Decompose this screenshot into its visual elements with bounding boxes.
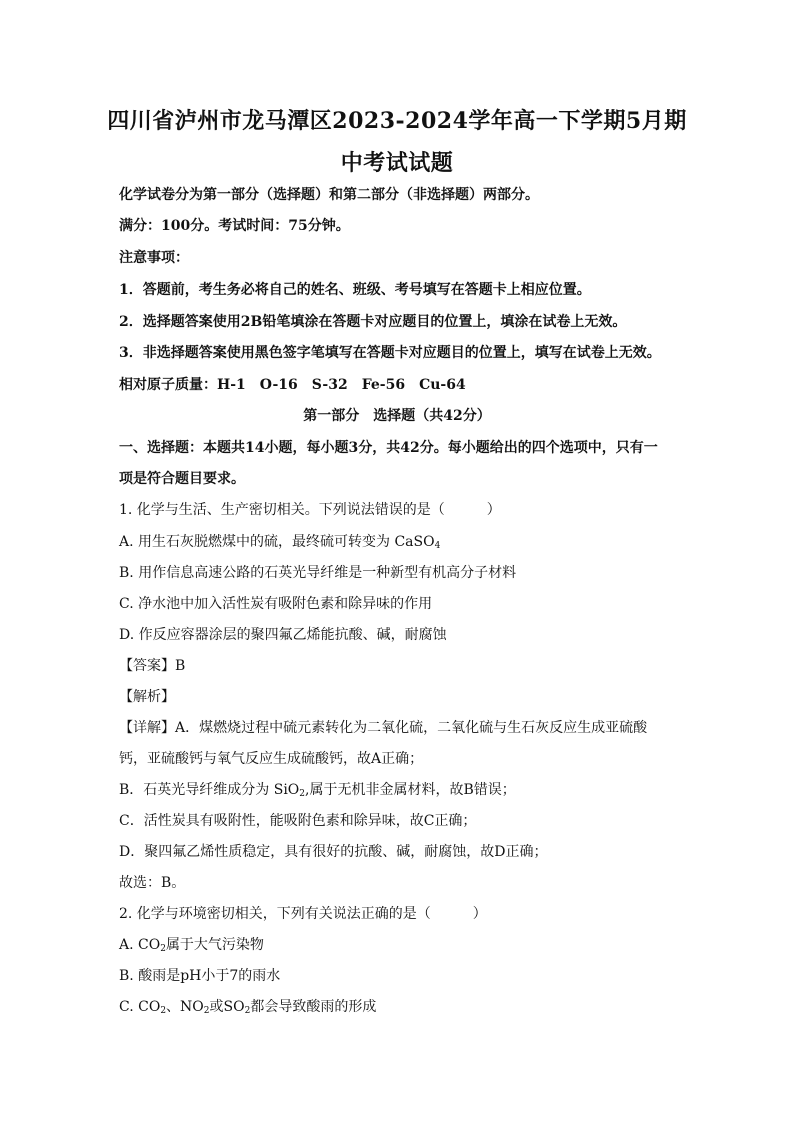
part1-heading: 第一部分 选择题（共42分） bbox=[303, 408, 491, 424]
q1-answer: 【答案】B bbox=[119, 658, 186, 674]
q1-detail-3 bbox=[119, 779, 516, 799]
exam-title-line1: 四川省泸州市龙马潭区2023-2024学年高一下学期5月期 bbox=[107, 108, 687, 134]
q1-option-c: C. 净水池中加入活性炭有吸附色素和除异味的作用 bbox=[119, 596, 433, 612]
q1-detail-5: D．聚四氟乙烯性质稳定，具有很好的抗酸、碱，耐腐蚀，故D正确； bbox=[119, 844, 548, 860]
section1-line2: 项是符合题目要求。 bbox=[119, 471, 245, 487]
q2-option-c-part3: 或SO bbox=[209, 999, 245, 1015]
q2-stem: 2. 化学与环境密切相关，下列有关说法正确的是（ ） bbox=[119, 906, 487, 922]
q1-conclusion: 故选：B。 bbox=[119, 875, 186, 891]
intro-score-time: 满分：100分。考试时间：75分钟。 bbox=[119, 218, 350, 234]
q1-analysis: 【解析】 bbox=[119, 689, 175, 705]
q2-option-c-sub1: 2 bbox=[160, 1006, 167, 1016]
q2-option-c bbox=[119, 996, 376, 1016]
q2-option-a bbox=[119, 934, 264, 954]
q1-option-a bbox=[119, 531, 440, 551]
q1-detail-2: 钙，亚硫酸钙与氧气反应生成硫酸钙，故A正确； bbox=[119, 751, 424, 767]
q2-option-a-rest: 属于大气污染物 bbox=[165, 937, 264, 953]
q2-option-c-part4: 都会导致酸雨的形成 bbox=[250, 999, 377, 1015]
q2-option-c-sub3: 2 bbox=[244, 1006, 251, 1016]
note-2: 2．选择题答案使用2B铅笔填涂在答题卡对应题目的位置上，填涂在试卷上无效。 bbox=[119, 314, 627, 330]
q1-detail-3-rest: ,属于无机非金属材料，故B错误； bbox=[305, 782, 516, 798]
note-3: 3．非选择题答案使用黑色签字笔填写在答题卡对应题目的位置上，填写在试卷上无效。 bbox=[119, 345, 661, 361]
q1-detail-3-text: B．石英光导纤维成分为 SiO bbox=[119, 782, 300, 798]
q2-option-c-part2: 、NO bbox=[166, 999, 204, 1015]
intro-composition: 化学试卷分为第一部分（选择题）和第二部分（非选择题）两部分。 bbox=[119, 187, 539, 203]
atomic-mass: 相对原子质量：H-1 O-16 S-32 Fe-56 Cu-64 bbox=[119, 377, 466, 393]
q2-option-c-sub2: 2 bbox=[203, 1006, 210, 1016]
notes-heading: 注意事项： bbox=[119, 250, 189, 266]
q1-stem: 1. 化学与生活、生产密切相关。下列说法错误的是（ ） bbox=[119, 502, 501, 518]
q1-detail-3-subscript: 2 bbox=[299, 789, 306, 799]
q1-option-a-subscript: 4 bbox=[434, 541, 441, 551]
note-1: 1．答题前，考生务必将自己的姓名、班级、考号填写在答题卡上相应位置。 bbox=[119, 282, 591, 298]
q1-option-b: B. 用作信息高速公路的石英光导纤维是一种新型有机高分子材料 bbox=[119, 565, 517, 581]
q2-option-c-part1: C. CO bbox=[119, 999, 161, 1015]
q2-option-b: B. 酸雨是pH小于7的雨水 bbox=[119, 968, 281, 984]
q1-option-d: D. 作反应容器涂层的聚四氟乙烯能抗酸、碱，耐腐蚀 bbox=[119, 627, 447, 643]
q1-option-a-text: A. 用生石灰脱燃煤中的硫，最终硫可转变为 CaSO bbox=[119, 534, 435, 550]
section1-line1: 一、选择题：本题共14小题，每小题3分，共42分。每小题给出的四个选项中，只有一 bbox=[119, 440, 658, 456]
q1-detail-4: C．活性炭具有吸附性，能吸附色素和除异味，故C正确； bbox=[119, 813, 477, 829]
exam-title-line2: 中考试试题 bbox=[340, 150, 454, 176]
q2-option-a-text: A. CO bbox=[119, 937, 161, 953]
q2-option-a-subscript: 2 bbox=[160, 944, 166, 954]
q1-detail-1: 【详解】A．煤燃烧过程中硫元素转化为二氧化硫，二氧化硫与生石灰反应生成亚硫酸 bbox=[119, 720, 648, 736]
